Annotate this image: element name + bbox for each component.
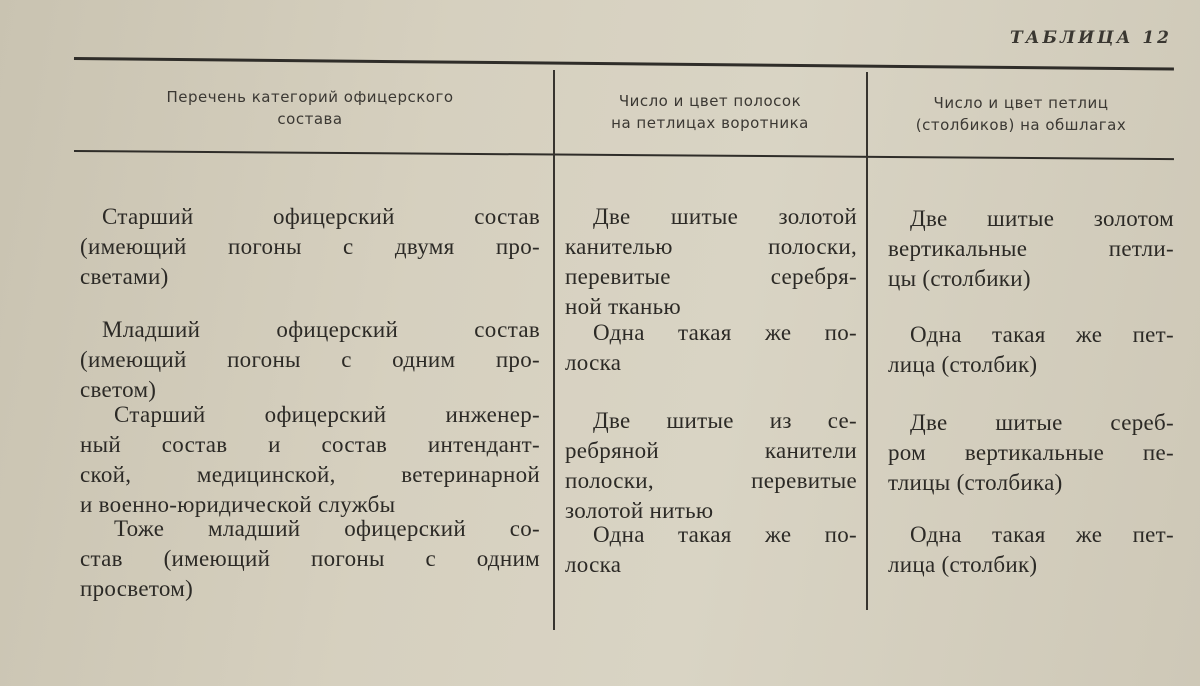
text-line: тлицы (столбика) xyxy=(888,470,1063,495)
text-line: канителью полоски, xyxy=(565,234,857,259)
text-line: Старший офицерский инженер- xyxy=(114,402,540,427)
header-bottom-rule xyxy=(74,150,1174,160)
row-4-category xyxy=(80,514,540,604)
text-line: светами) xyxy=(80,264,169,289)
text-line: лица (столбик) xyxy=(888,552,1038,577)
text-line: лоска xyxy=(565,552,622,577)
text-line: полоски, перевитые xyxy=(565,468,857,493)
text-line: Одна такая же пет- xyxy=(910,522,1174,547)
text-line: Одна такая же пет- xyxy=(910,322,1174,347)
row-3-collar xyxy=(565,406,857,526)
text-line: Одна такая же по- xyxy=(593,320,857,345)
text-line: лоска xyxy=(565,350,622,375)
table-number: ТАБЛИЦА 12 xyxy=(1010,28,1172,48)
row-1-cuff xyxy=(888,204,1174,294)
text-line: ром вертикальные пе- xyxy=(888,440,1174,465)
text-line: ной тканью xyxy=(565,294,681,319)
text-line: золотой нитью xyxy=(565,498,714,523)
header-line: (столбиков) на обшлагах xyxy=(915,116,1127,134)
text-line: (имеющий погоны с двумя про- xyxy=(80,234,540,259)
text-line: Тоже младший офицерский со- xyxy=(114,516,540,541)
text-line: Две шитые золотой xyxy=(593,204,857,229)
header-category xyxy=(80,86,540,130)
text-line: перевитые серебря- xyxy=(565,264,857,289)
text-line: цы (столбики) xyxy=(888,266,1031,291)
text-line: ской, медицинской, ветеринарной xyxy=(80,462,540,487)
text-line: став (имеющий погоны с одним xyxy=(80,546,540,571)
row-1-category xyxy=(80,202,540,292)
text-line: Две шитые золотом xyxy=(910,206,1174,231)
text-line: Одна такая же по- xyxy=(593,522,857,547)
text-line: ребряной канители xyxy=(565,438,857,463)
header-line: Перечень категорий офицерского xyxy=(166,88,454,106)
header-line: на петлицах воротника xyxy=(611,114,809,132)
row-2-collar xyxy=(565,318,857,378)
text-line: (имеющий погоны с одним про- xyxy=(80,347,540,372)
row-3-cuff xyxy=(888,408,1174,498)
column-divider-2 xyxy=(866,72,868,610)
text-line: Старший офицерский состав xyxy=(102,204,540,229)
row-4-collar xyxy=(565,520,857,580)
row-4-cuff xyxy=(888,520,1174,580)
text-line: ный состав и состав интендант- xyxy=(80,432,540,457)
header-cuff xyxy=(876,92,1166,136)
row-1-collar xyxy=(565,202,857,322)
top-rule xyxy=(74,57,1174,71)
row-2-cuff xyxy=(888,320,1174,380)
text-line: Две шитые из се- xyxy=(593,408,857,433)
header-line: Число и цвет полосок xyxy=(618,92,802,110)
text-line: лица (столбик) xyxy=(888,352,1038,377)
header-line: Число и цвет петлиц xyxy=(933,94,1109,112)
column-divider-1 xyxy=(553,70,555,630)
text-line: Две шитые сереб- xyxy=(910,410,1174,435)
row-2-category xyxy=(80,315,540,405)
text-line: просветом) xyxy=(80,576,194,601)
text-line: вертикальные петли- xyxy=(888,236,1174,261)
row-3-category xyxy=(80,400,540,520)
header-collar xyxy=(562,90,858,134)
text-line: светом) xyxy=(80,377,157,402)
text-line: и военно-юридической службы xyxy=(80,492,396,517)
text-line: Младший офицерский состав xyxy=(102,317,540,342)
header-line: состава xyxy=(277,110,343,128)
